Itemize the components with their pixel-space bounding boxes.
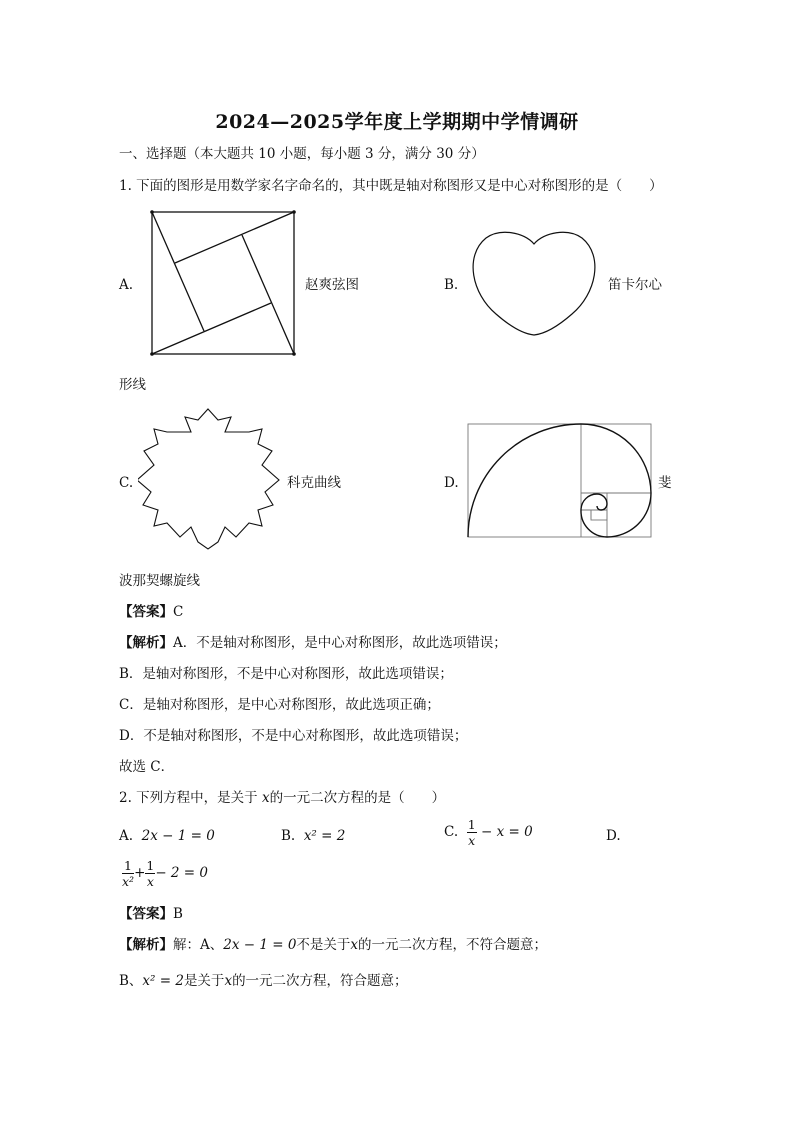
analysis-tag: 【解析】 [119,635,173,651]
q1-option-d-letter: D. [444,475,459,491]
answer-value: C [173,604,184,620]
q2-option-a: A. 2x − 1 = 0 [119,828,215,844]
cardioid-curve [470,228,598,338]
q1-conclusion: 故选 C． [119,759,175,775]
q2-option-b: B. x² = 2 [281,828,346,844]
zhao-shuang-diagram [148,209,298,357]
q1-option-c-name: 科克曲线 [287,475,341,491]
question-2-stem: 2. 下列方程中，是关于 x的一元二次方程的是（ ） [119,790,446,806]
q1-analysis-line-3: C．是轴对称图形，是中心对称图形，故此选项正确； [119,697,440,713]
q2-analysis-line-1: 【解析】解：A、2x − 1 = 0不是关于x的一元二次方程，不符合题意； [119,937,548,953]
q1-analysis-line-1: 【解析】A．不是轴对称图形，是中心对称图形，故此选项错误； [119,635,507,651]
q1-option-c-letter: C. [119,475,134,491]
koch-snowflake [138,405,288,557]
page-title: 2024—2025学年度上学期期中学情调研 [215,111,579,133]
q1-option-b-name: 笛卡尔心 [608,277,662,293]
answer-tag: 【答案】 [119,604,173,620]
q2-option-c: C. $\frac{1}{x}$ − x = 0 [444,817,533,848]
question-1-stem: 1. 下面的图形是用数学家名字命名的，其中既是轴对称图形又是中心对称图形的是（ ） [119,178,663,194]
q1-analysis-line-2: B．是轴对称图形，不是中心对称图形，故此选项错误； [119,666,453,682]
q1-option-a-letter: A. [119,277,134,293]
q1-option-d-name: 斐 [658,475,672,491]
fibonacci-spiral [466,422,654,540]
q1-option-b-letter: B. [444,277,459,293]
q1-answer [119,603,183,621]
q2-analysis-line-2: B、x² = 2是关于x的一元二次方程，符合题意； [119,973,408,989]
q1-option-d-name-cont: 波那契螺旋线 [119,573,200,589]
q2-option-d-letter: D. [606,828,621,844]
q1-analysis-line-4: D．不是轴对称图形，不是中心对称图形，故此选项错误； [119,728,468,744]
variable-x: x [261,790,270,806]
q1-option-a-name: 赵爽弦图 [305,277,359,293]
section-heading: 一、选择题（本大题共 10 小题，每小题 3 分，满分 30 分） [119,146,485,162]
q2-answer: 【答案】B [119,906,183,922]
q1-option-b-name-cont: 形线 [119,377,146,393]
q2-option-d-expr: $\frac{1}{\text{x²}}$ + $\frac{1}{x}$ − 2 = 0 [122,858,209,889]
